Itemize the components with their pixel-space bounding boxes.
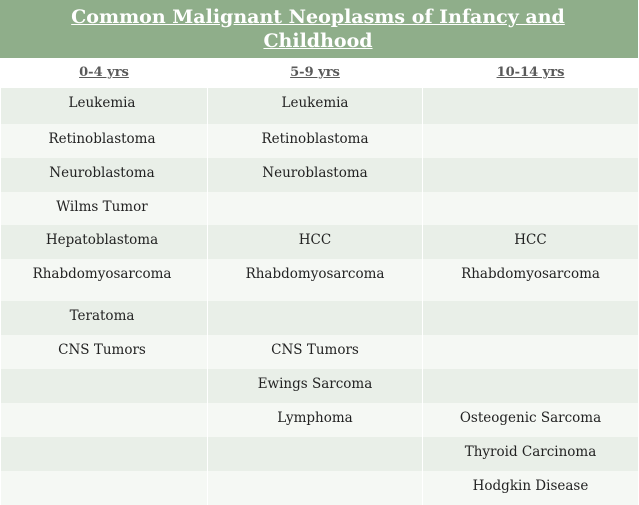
table-cell: Ewings Sarcoma xyxy=(208,369,423,403)
slide-title: Common Malignant Neoplasms of Infancy and Childhood xyxy=(71,6,565,52)
table-cell: Osteogenic Sarcoma xyxy=(423,403,639,437)
table-row xyxy=(1,259,639,301)
table-row xyxy=(1,88,639,124)
neoplasm-table xyxy=(0,58,639,505)
table-cell xyxy=(1,158,208,192)
table-row xyxy=(1,403,639,437)
table-row xyxy=(1,335,639,369)
table-cell: HCC xyxy=(423,225,639,259)
table-cell: Hodgkin Disease xyxy=(423,471,639,505)
cell-text: Neuroblastoma xyxy=(49,165,155,181)
table-cell xyxy=(1,225,208,259)
table-row xyxy=(1,301,639,335)
table-cell xyxy=(1,88,208,124)
table-row xyxy=(1,158,639,192)
table-row xyxy=(1,369,639,403)
header-0-4-yrs: 0-4 yrs xyxy=(1,58,208,88)
table-row xyxy=(1,225,639,259)
table-cell xyxy=(1,259,208,301)
table-cell xyxy=(1,192,208,225)
table-cell xyxy=(208,437,423,471)
title-bar xyxy=(0,0,638,58)
table-cell: CNS Tumors xyxy=(208,335,423,369)
table-cell: Leukemia xyxy=(208,88,423,124)
table-cell xyxy=(208,471,423,505)
cell-text: Rhabdomyosarcoma xyxy=(32,266,172,282)
table-cell xyxy=(1,301,208,335)
table-cell: Rhabdomyosarcoma xyxy=(208,259,423,301)
table-row xyxy=(1,471,639,505)
table-cell xyxy=(1,471,208,505)
table-cell xyxy=(423,158,639,192)
table-cell: Thyroid Carcinoma xyxy=(423,437,639,471)
cell-text: Retinoblastoma xyxy=(48,131,156,147)
header-row xyxy=(1,58,639,88)
table-cell xyxy=(1,335,208,369)
table-cell xyxy=(208,192,423,225)
table-cell xyxy=(423,301,639,335)
header-5-9-yrs: 5-9 yrs xyxy=(208,58,423,88)
header-10-14-yrs: 10-14 yrs xyxy=(423,58,639,88)
table-cell: HCC xyxy=(208,225,423,259)
table-cell: Rhabdomyosarcoma xyxy=(423,259,639,301)
cell-text: Teratoma xyxy=(69,308,135,324)
cell-text: Wilms Tumor xyxy=(56,199,148,215)
table-cell xyxy=(423,335,639,369)
cell-text: Hepatoblastoma xyxy=(45,232,159,248)
cell-text: Leukemia xyxy=(68,95,136,111)
table-cell xyxy=(423,88,639,124)
table-cell xyxy=(423,192,639,225)
table-cell xyxy=(423,369,639,403)
table-row xyxy=(1,124,639,158)
table-cell: Lymphoma xyxy=(208,403,423,437)
table-cell xyxy=(208,301,423,335)
table-cell xyxy=(1,124,208,158)
table-cell xyxy=(1,437,208,471)
table-row xyxy=(1,437,639,471)
table-row xyxy=(1,192,639,225)
cell-text: CNS Tumors xyxy=(58,342,146,358)
table-cell xyxy=(423,124,639,158)
table-cell xyxy=(1,369,208,403)
table-cell: Retinoblastoma xyxy=(208,124,423,158)
table-cell: Neuroblastoma xyxy=(208,158,423,192)
table-cell xyxy=(1,403,208,437)
